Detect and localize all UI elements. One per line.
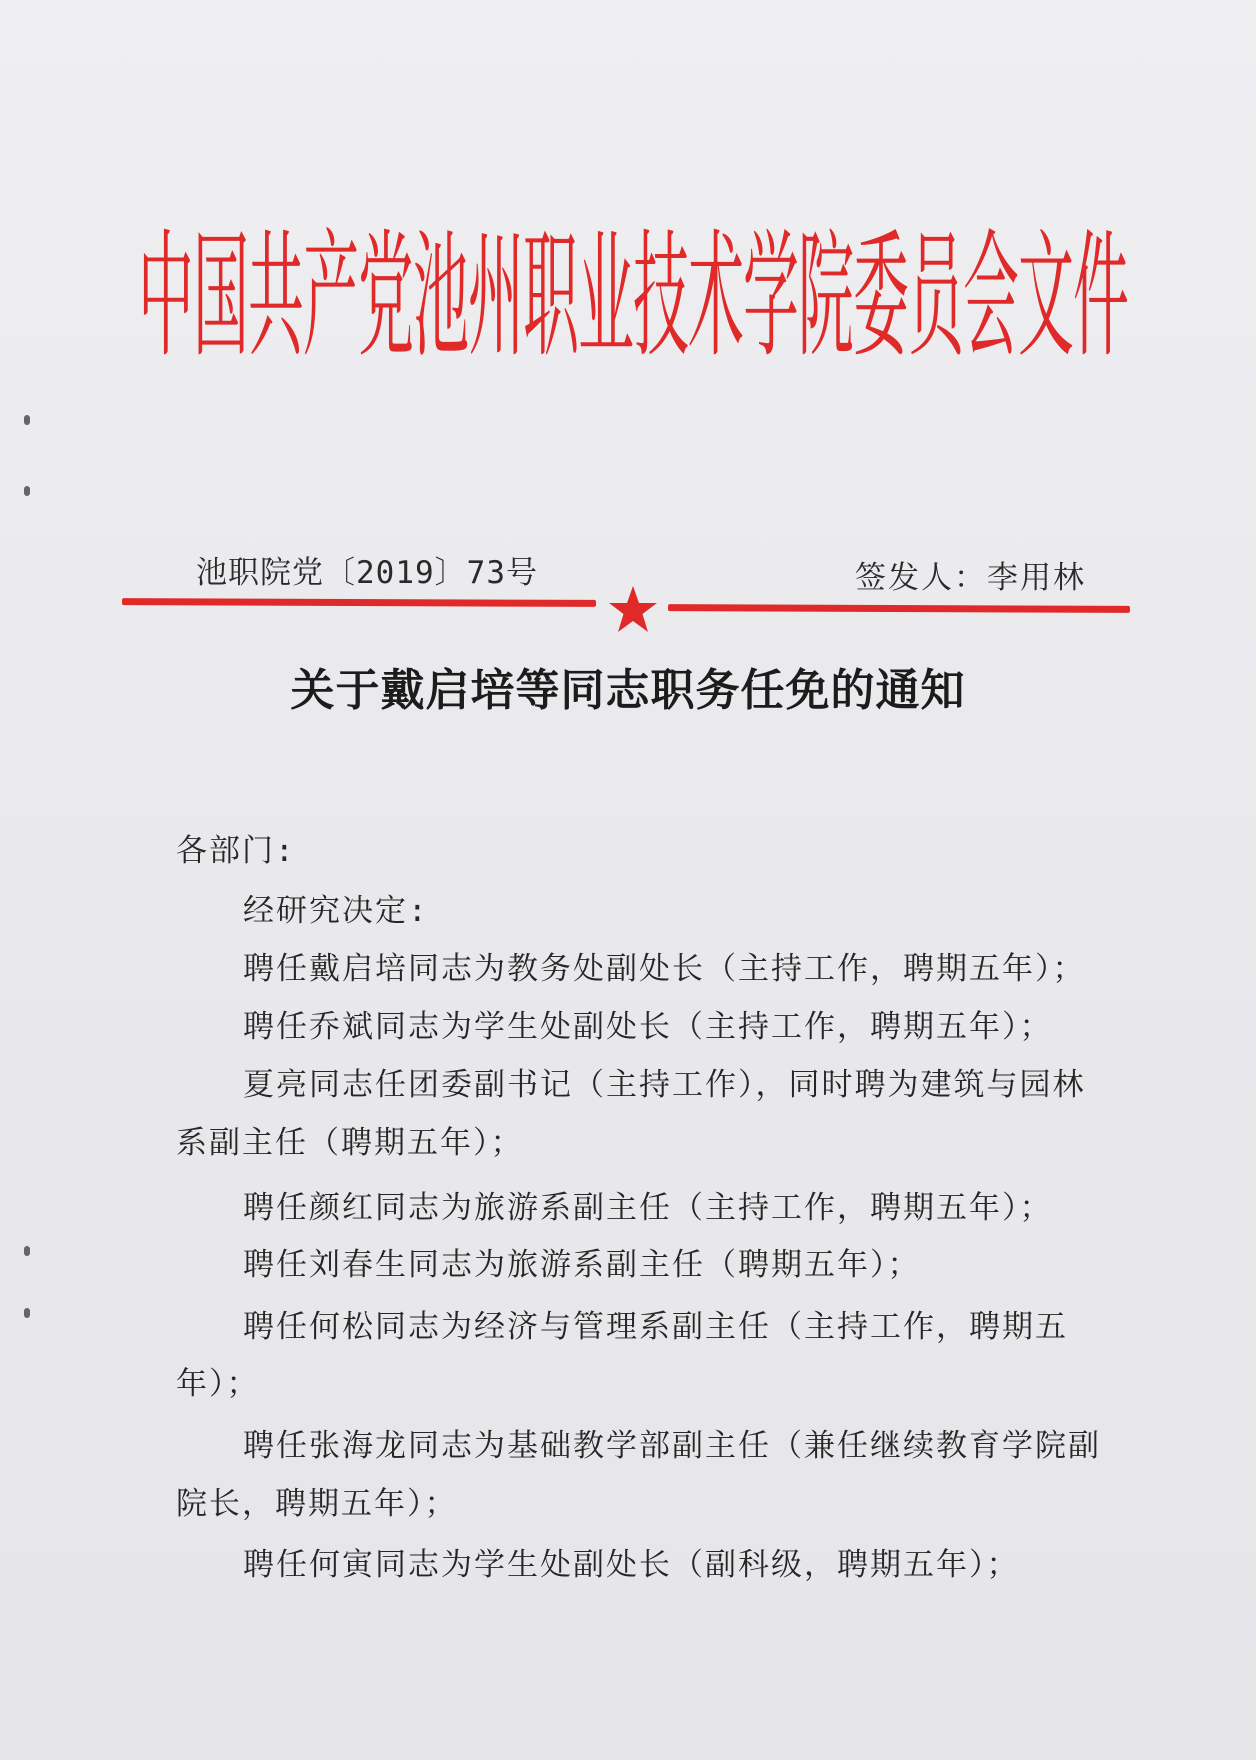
document-number: 池职院党〔2019〕73号 <box>196 555 538 591</box>
salutation: 各部门: <box>176 833 296 869</box>
body-line: 聘任颜红同志为旅游系副主任（主持工作，聘期五年）； <box>243 1190 1053 1226</box>
body-line: 夏亮同志任团委副书记（主持工作），同时聘为建筑与园林 <box>243 1067 1086 1103</box>
body-line: 系副主任（聘期五年）； <box>176 1125 524 1161</box>
body-line: 聘任何寅同志为学生处副处长（副科级，聘期五年）； <box>243 1547 1020 1583</box>
body-line: 院长，聘期五年）； <box>176 1486 458 1522</box>
punch-hole-mark <box>24 1308 30 1318</box>
body-line: 聘任何松同志为经济与管理系副主任（主持工作，聘期五 <box>243 1309 1068 1345</box>
issuer-signature-line: 签发人：李用林 <box>855 560 1086 596</box>
body-line: 聘任乔斌同志为学生处副处长（主持工作，聘期五年）； <box>243 1009 1053 1045</box>
red-star-icon <box>608 585 658 633</box>
punch-hole-mark <box>24 486 30 496</box>
body-line: 聘任刘春生同志为旅游系副主任（聘期五年）； <box>243 1247 921 1283</box>
body-line: 年）； <box>176 1366 260 1402</box>
punch-hole-mark <box>24 1246 30 1256</box>
notice-title: 关于戴启培等同志职务任免的通知 <box>290 665 966 716</box>
body-line: 经研究决定: <box>243 893 429 929</box>
body-line: 聘任张海龙同志为基础教学部副主任（兼任继续教育学院副 <box>243 1428 1101 1464</box>
body-line: 聘任戴启培同志为教务处副处长（主持工作，聘期五年）； <box>243 951 1086 987</box>
punch-hole-mark <box>24 415 30 425</box>
document-masthead: 中国共产党池州职业技术学院委员会文件 <box>138 226 1128 378</box>
